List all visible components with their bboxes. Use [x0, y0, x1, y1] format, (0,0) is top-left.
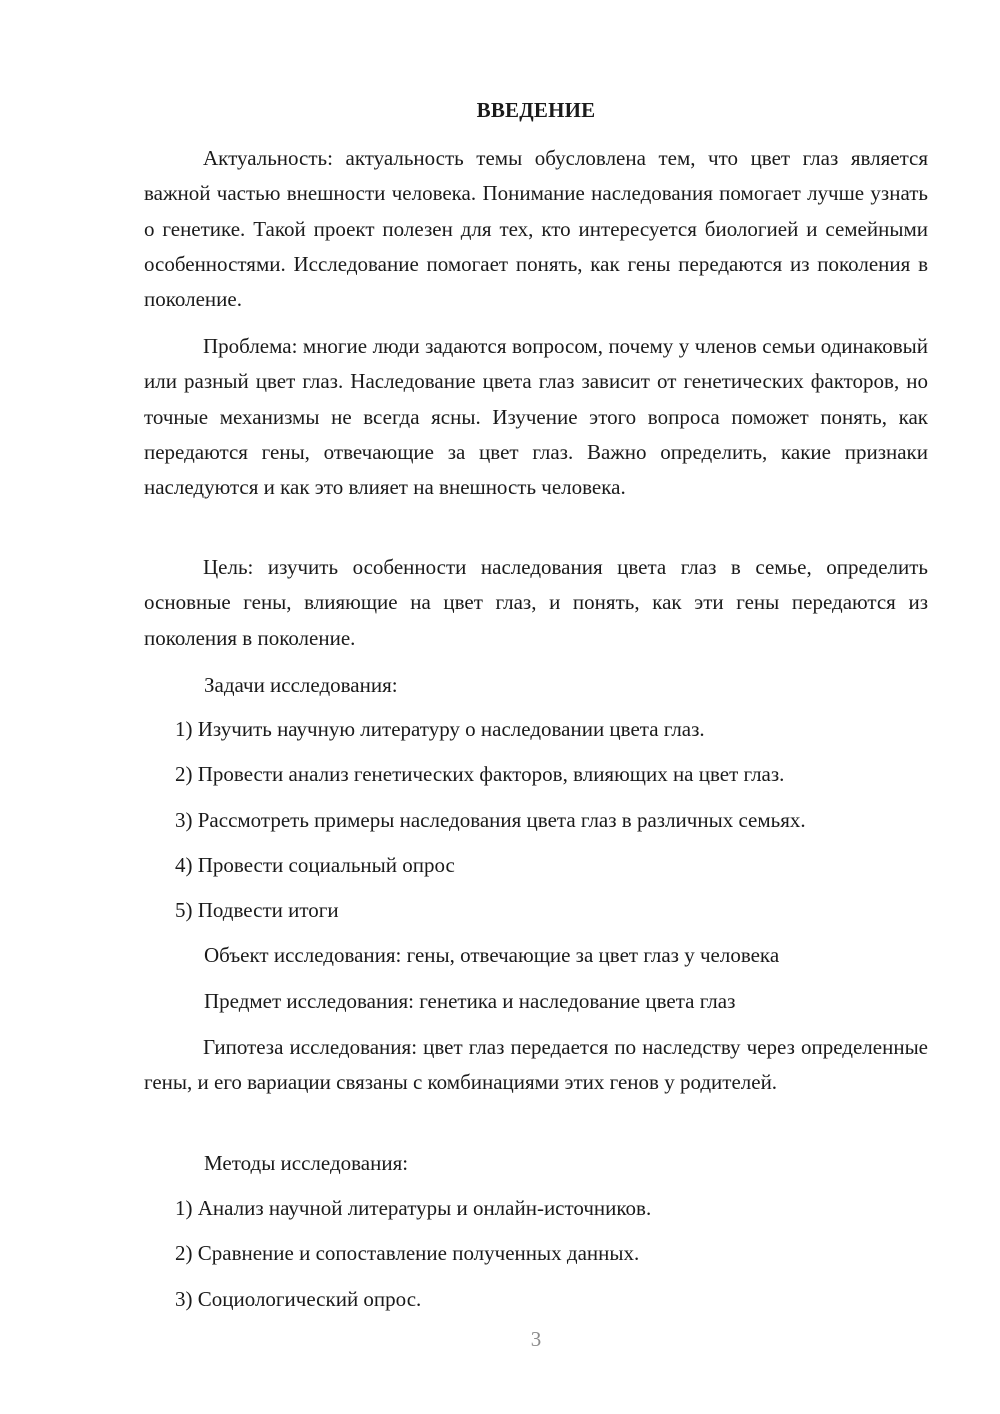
research-object: Объект исследования: гены, отвечающие за цвет глаз у человека	[204, 943, 780, 967]
tasks-heading: Задачи исследования:	[204, 673, 398, 697]
method-item: 2) Сравнение и сопоставление полученных данных.	[175, 1241, 640, 1265]
page-number: 3	[530, 1327, 542, 1351]
task-item: 3) Рассмотреть примеры наследования цвета глаз в различных семьях.	[175, 808, 806, 832]
method-item: 3) Социологический опрос.	[175, 1287, 422, 1311]
methods-heading: Методы исследования:	[204, 1151, 409, 1175]
method-item: 1) Анализ научной литературы и онлайн-источников.	[175, 1196, 652, 1220]
section-title: ВВЕДЕНИЕ	[476, 98, 596, 122]
task-item: 2) Провести анализ генетических факторов, влияющих на цвет глаз.	[175, 762, 785, 786]
task-item: 5) Подвести итоги	[175, 898, 339, 922]
hypothesis-paragraph: Гипотеза исследования: цвет глаз передается по наследству через определенные гены, и его вариации связаны с комбинациями этих генов у родителей.	[144, 1035, 928, 1095]
relevance-paragraph: Актуальность: актуальность темы обусловлена тем, что цвет глаз является важной частью внешности человека. Понимание наследования помогает лучше узнать о генетике. Такой проект полезен для тех, кто интересуется биологией и семейными особенностями. Исследование помогает понять, как гены передаются из поколения в поколение.	[144, 146, 928, 312]
task-item: 1) Изучить научную литературу о наследовании цвета глаз.	[175, 717, 705, 741]
research-subject: Предмет исследования: генетика и наследование цвета глаз	[204, 989, 736, 1013]
goal-paragraph: Цель: изучить особенности наследования цвета глаз в семье, определить основные гены, влияющие на цвет глаз, и понять, как эти гены передаются из поколения в поколение.	[144, 555, 928, 650]
task-item: 4) Провести социальный опрос	[175, 853, 455, 877]
problem-paragraph: Проблема: многие люди задаются вопросом, почему у членов семьи одинаковый или разный цвет глаз. Наследование цвета глаз зависит от генетических факторов, но точные механизмы не всегда ясны. Изучение этого вопроса поможет понять, как передаются гены, отвечающие за цвет глаз. Важно определить, какие признаки наследуются и как это влияет на внешность человека.	[144, 334, 928, 500]
